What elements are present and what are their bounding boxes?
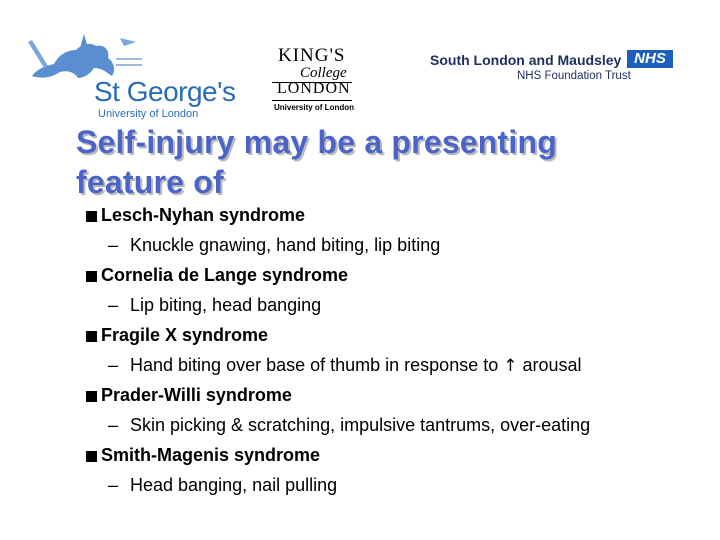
syndrome-detail: Skin picking & scratching, impulsive tantrums, over-eating — [130, 415, 591, 435]
square-bullet-icon — [86, 391, 97, 402]
list-item — [86, 444, 568, 504]
up-arrow-icon: ↑ — [503, 356, 518, 376]
kings-college-logo — [272, 45, 354, 120]
syndrome-name: Fragile X syndrome — [101, 325, 269, 345]
slam-name: South London and Maudsley — [430, 52, 622, 68]
syndrome-name: Smith-Magenis syndrome — [101, 445, 321, 465]
slide-title-line-2: feature of — [76, 164, 224, 200]
syndrome-detail: Head banging, nail pulling — [130, 475, 338, 495]
list-item — [86, 264, 568, 324]
list-item — [86, 204, 568, 264]
kings-rule-bottom — [272, 100, 352, 101]
list-item — [86, 384, 591, 444]
dash-icon: – — [108, 415, 119, 435]
dash-icon: – — [108, 235, 119, 255]
square-bullet-icon — [86, 211, 97, 222]
syndrome-name: Cornelia de Lange syndrome — [101, 265, 349, 285]
st-georges-logo — [24, 28, 254, 123]
dash-icon: – — [108, 475, 119, 495]
syndrome-detail: Hand biting over base of thumb in response to — [130, 355, 499, 375]
syndrome-detail: Knuckle gnawing, hand biting, lip biting — [130, 235, 441, 255]
kings-line-kings: KING'S — [278, 45, 346, 66]
st-georges-name: St George's — [94, 76, 236, 107]
slide-title — [76, 122, 557, 202]
syndrome-list — [86, 204, 591, 504]
kings-subtitle: University of London — [274, 103, 354, 112]
slam-logo — [430, 52, 680, 88]
slam-subtitle: NHS Foundation Trust — [517, 70, 631, 82]
syndrome-name: Lesch-Nyhan syndrome — [101, 205, 306, 225]
kings-line-college: College — [300, 65, 347, 81]
syndrome-detail-end: arousal — [522, 355, 582, 375]
syndrome-name: Prader-Willi syndrome — [101, 385, 292, 405]
square-bullet-icon — [86, 271, 97, 282]
square-bullet-icon — [86, 331, 97, 342]
st-georges-subtitle: University of London — [98, 108, 199, 120]
square-bullet-icon — [86, 451, 97, 462]
syndrome-detail: Lip biting, head banging — [130, 295, 322, 315]
dash-icon: – — [108, 355, 119, 375]
dash-icon: – — [108, 295, 119, 315]
list-item — [86, 324, 582, 384]
slide-title-line-1: Self-injury may be a presenting — [76, 124, 557, 160]
nhs-badge: NHS — [627, 50, 673, 68]
kings-line-london: LONDON — [277, 80, 351, 97]
